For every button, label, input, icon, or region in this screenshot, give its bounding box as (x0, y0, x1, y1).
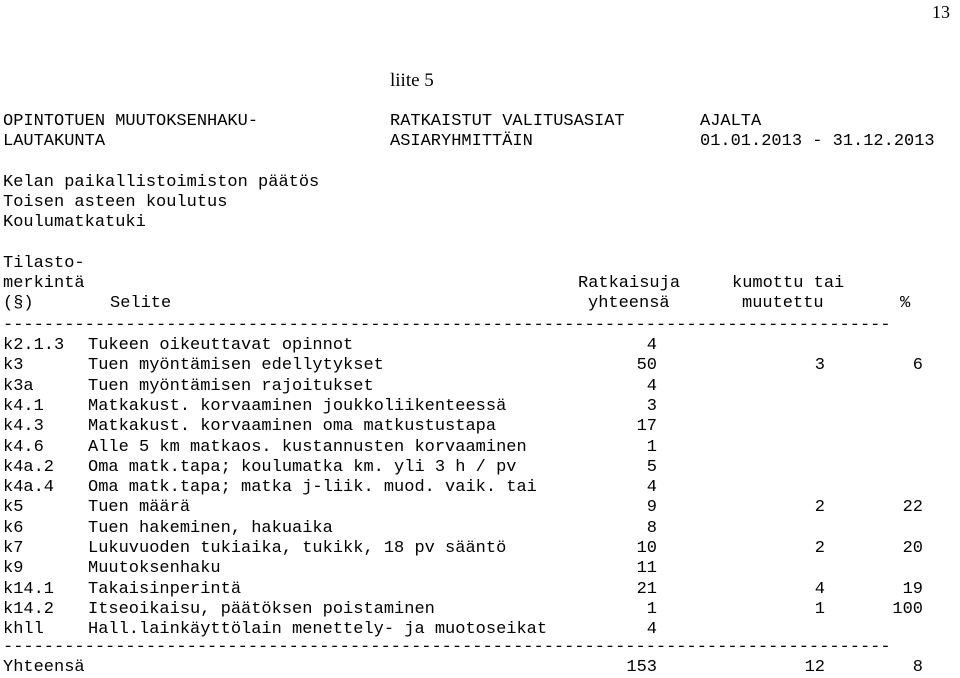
org-name-line2: LAUTAKUNTA (3, 132, 106, 151)
row-percent: 6 (912, 356, 923, 375)
row-code: k14.2 (3, 600, 55, 619)
row-code: k3a (3, 377, 34, 396)
row-description: Tukeen oikeuttavat opinnot (88, 336, 354, 355)
row-changed: 1 (814, 600, 825, 619)
row-description: Tuen myöntämisen edellytykset (88, 356, 384, 375)
row-description: Oma matk.tapa; matka j-liik. muod. vaik. tai (88, 478, 537, 497)
row-code: k4a.4 (3, 478, 55, 497)
report-title-line2: ASIARYHMITTÄIN (390, 132, 533, 151)
totals-label: Yhteensä (3, 658, 85, 677)
col-changed-header-line1: kumottu tai (732, 274, 845, 293)
row-decisions: 50 (636, 356, 657, 375)
row-percent: 22 (902, 498, 923, 517)
row-code: k7 (3, 539, 24, 558)
row-description: Alle 5 km matkaos. kustannusten korvaaminen (88, 438, 527, 457)
row-decisions: 9 (646, 498, 657, 517)
row-code: k4.6 (3, 438, 44, 457)
footer-separator: --------------------------------------------------------------------------------------- (3, 638, 891, 657)
row-code: k4.1 (3, 397, 44, 416)
period-value: 01.01.2013 - 31.12.2013 (700, 132, 935, 151)
row-code: k5 (3, 498, 24, 517)
row-decisions: 4 (646, 336, 657, 355)
row-decisions: 10 (636, 539, 657, 558)
row-decisions: 4 (646, 377, 657, 396)
row-decisions: 4 (646, 620, 657, 639)
row-decisions: 5 (646, 458, 657, 477)
attachment-label: liite 5 (390, 70, 434, 91)
row-description: Matkakust. korvaaminen oma matkustustapa (88, 417, 497, 436)
subtitle-line2: Toisen asteen koulutus (3, 193, 228, 212)
row-description: Takaisinperintä (88, 580, 242, 599)
row-percent: 100 (892, 600, 923, 619)
subtitle-line1: Kelan paikallistoimiston päätös (3, 173, 320, 192)
row-description: Muutoksenhaku (88, 559, 221, 578)
row-changed: 4 (814, 580, 825, 599)
period-label: AJALTA (700, 112, 762, 131)
row-decisions: 21 (636, 580, 657, 599)
row-code: k2.1.3 (3, 336, 65, 355)
col-decisions-header-line1: Ratkaisuja (578, 274, 681, 293)
row-changed: 2 (814, 498, 825, 517)
row-decisions: 3 (646, 397, 657, 416)
row-decisions: 1 (646, 600, 657, 619)
col-code-header-line3: (§) (3, 294, 34, 313)
row-decisions: 17 (636, 417, 657, 436)
row-code: k3 (3, 356, 24, 375)
row-code: k6 (3, 519, 24, 538)
row-description: Itseoikaisu, päätöksen poistaminen (88, 600, 435, 619)
row-code: k4a.2 (3, 458, 55, 477)
row-percent: 19 (902, 580, 923, 599)
totals-percent: 8 (912, 658, 923, 677)
col-decisions-header-line2: yhteensä (588, 294, 670, 313)
row-changed: 3 (814, 356, 825, 375)
totals-decisions: 153 (626, 658, 657, 677)
header-separator: --------------------------------------------------------------------------------------- (3, 316, 891, 335)
totals-changed: 12 (804, 658, 825, 677)
row-description: Tuen myöntämisen rajoitukset (88, 377, 374, 396)
row-percent: 20 (902, 539, 923, 558)
row-description: Matkakust. korvaaminen joukkoliikenteessä (88, 397, 507, 416)
col-changed-header-line2: muutettu (742, 294, 824, 313)
row-decisions: 4 (646, 478, 657, 497)
org-name-line1: OPINTOTUEN MUUTOKSENHAKU- (3, 112, 259, 131)
row-code: k14.1 (3, 580, 55, 599)
row-description: Tuen hakeminen, hakuaika (88, 519, 333, 538)
row-description: Lukuvuoden tukiaika, tukikk, 18 pv sääntö (88, 539, 507, 558)
row-description: Tuen määrä (88, 498, 191, 517)
col-description-header: Selite (110, 294, 172, 313)
row-code: khll (3, 620, 44, 639)
row-description: Hall.lainkäyttölain menettely- ja muotoseikat (88, 620, 548, 639)
report-title-line1: RATKAISTUT VALITUSASIAT (390, 112, 625, 131)
col-code-header-line2: merkintä (3, 274, 85, 293)
col-code-header-line1: Tilasto- (3, 254, 85, 273)
row-decisions: 11 (636, 559, 657, 578)
subtitle-line3: Koulumatkatuki (3, 213, 146, 232)
row-changed: 2 (814, 539, 825, 558)
row-code: k4.3 (3, 417, 44, 436)
row-decisions: 8 (646, 519, 657, 538)
row-decisions: 1 (646, 438, 657, 457)
col-percent-header: % (900, 294, 911, 313)
row-description: Oma matk.tapa; koulumatka km. yli 3 h / pv (88, 458, 517, 477)
row-code: k9 (3, 559, 24, 578)
page-number: 13 (932, 2, 950, 22)
